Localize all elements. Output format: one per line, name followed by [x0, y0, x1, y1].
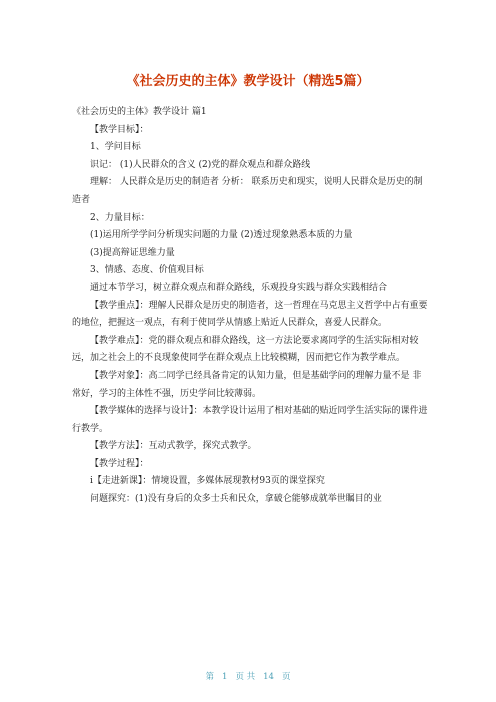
paragraph-heading: 《社会历史的主体》教学设计 篇1 [72, 107, 207, 117]
paragraph: 【教学方法】：互动式教学，探究式教学。 [90, 441, 257, 452]
footer-current-page: 1 [222, 672, 228, 682]
paragraph: 【教学目标】： [90, 124, 149, 135]
footer-label-end: 页 [281, 672, 291, 682]
paragraph: ⅰ【走进新课】：情境设置，多媒体展现教材93页的课堂探究 [90, 476, 325, 487]
footer-label-page: 第 [205, 672, 215, 682]
paragraph: (1)运用所学学问分析现实问题的力量 (2)透过现象熟悉本质的力量 [90, 230, 353, 241]
footer-total-pages: 14 [263, 672, 274, 682]
paragraph: (3)提高辩证思维力量 [90, 247, 175, 258]
paragraph: 问题探究：(1)没有身后的众多士兵和民众，拿破仑能够成就举世瞩目的业 [90, 494, 382, 505]
footer-label-of: 页 共 [235, 672, 256, 682]
paragraph: 【教学对象】：高二同学已经具备肯定的认知力量，但是基础学问的理解力量不是 非常好，学习的主体性不强，历史学问比较薄弱。 [72, 370, 422, 399]
paragraph: 3、情感、态度、价值观目标 [90, 265, 204, 276]
document-body [72, 104, 428, 509]
document-title: 《社会历史的主体》教学设计（精选5篇） [126, 74, 370, 89]
paragraph: 通过本节学习，树立群众观点和群众路线，乐观投身实践与群众实践相结合 [90, 282, 388, 293]
paragraph: 2、力量目标： [90, 212, 150, 223]
paragraph: 理解： 人民群众是历史的制造者 分析： 联系历史和现实，说明人民群众是历史的制造者 [72, 177, 423, 205]
paragraph: 【教学媒体的选择与设计】：本教学设计运用了相对基础的贴近同学生活实际的课件进行教学。 [72, 406, 428, 434]
paragraph: 1、学问目标 [90, 142, 141, 153]
paragraph: 【教学难点】：党的群众观点和群众路线，这一方法论要求离同学的生活实际相对较远，加之社会上的不良现象使同学在群众观点上比较模糊，因而把它作为教学难点。 [72, 335, 419, 364]
paragraph: 识记： (1)人民群众的含义 (2)党的群众观点和群众路线 [90, 159, 311, 170]
paragraph: 【教学重点】：理解人民群众是历史的制造者，这一哲理在马克思主义哲学中占有重要的地位，把握这一观点，有利于使同学从情感上贴近人民群众，喜爱人民群众。 [72, 300, 428, 329]
page-footer [0, 670, 496, 682]
paragraph: 【教学过程】： [90, 458, 149, 469]
